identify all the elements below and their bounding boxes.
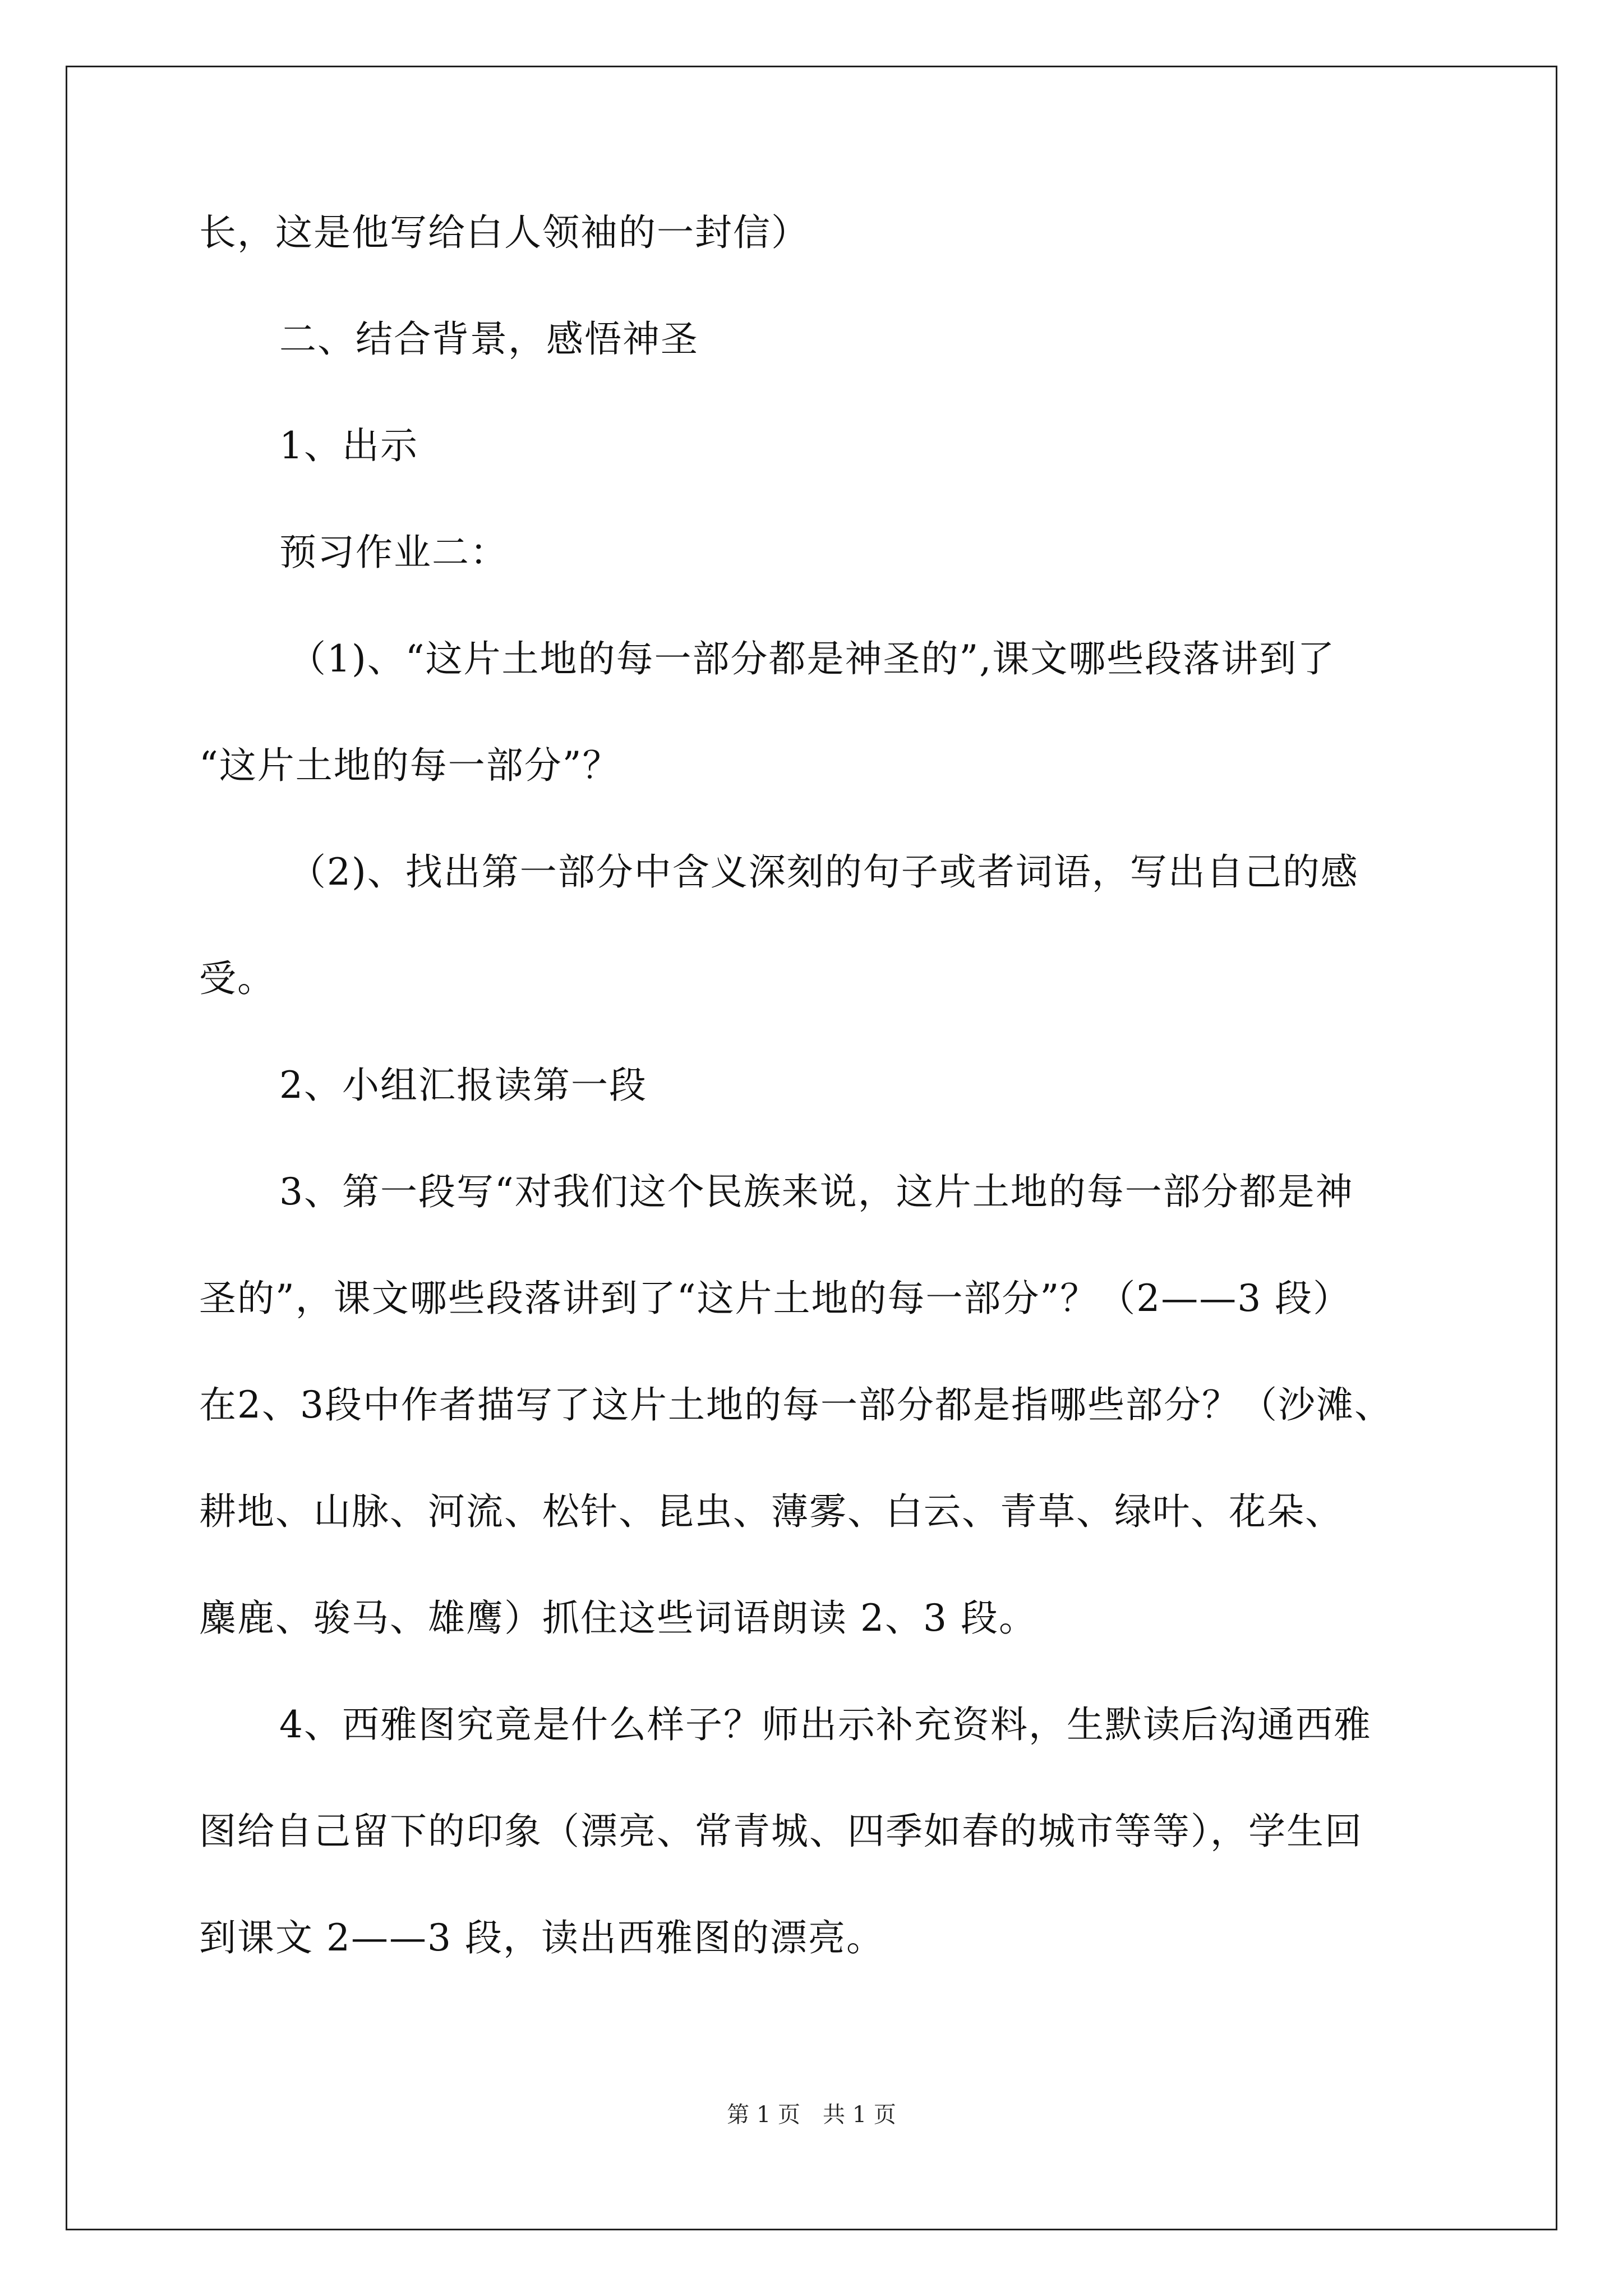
page-total: 共 1 页 <box>823 2102 896 2128</box>
text-line: 2、小组汇报读第一段 <box>279 1064 647 1107</box>
text-line: 圣的”，课文哪些段落讲到了“这片土地的每一部分”？（2——3 段） <box>199 1277 1352 1320</box>
text-line: 在2、3段中作者描写了这片土地的每一部分都是指哪些部分？（沙滩、 <box>199 1383 1393 1427</box>
text-line: 到课文 2——3 段，读出西雅图的漂亮。 <box>199 1916 884 1959</box>
text-line: 受。 <box>199 957 275 1000</box>
page-border <box>66 66 1557 2230</box>
text-line: 4、西雅图究竟是什么样子？师出示补充资料，生默读后沟通西雅 <box>279 1703 1372 1746</box>
page-footer <box>0 2101 1623 2129</box>
text-line: 麋鹿、骏马、雄鹰）抓住这些词语朗读 2、3 段。 <box>199 1596 1037 1640</box>
text-line: 3、第一段写“对我们这个民族来说，这片土地的每一部分都是神 <box>279 1170 1354 1213</box>
text-line: 耕地、山脉、河流、松针、昆虫、薄雾、白云、青草、绿叶、花朵、 <box>199 1490 1343 1533</box>
text-line: 1、出示 <box>279 424 418 467</box>
page-number: 第 1 页 <box>727 2102 800 2128</box>
text-line: 图给自己留下的印象（漂亮、常青城、四季如春的城市等等），学生回 <box>199 1810 1363 1853</box>
text-line: 长，这是他写给白人领袖的一封信） <box>199 211 809 254</box>
section-heading: 二、结合背景，感悟神圣 <box>279 318 699 361</box>
text-line: （1)、“这片土地的每一部分都是神圣的”,课文哪些段落讲到了 <box>289 637 1336 680</box>
text-line: 预习作业二： <box>279 531 508 574</box>
text-line: （2)、找出第一部分中含义深刻的句子或者词语，写出自己的感 <box>289 850 1359 894</box>
text-line: “这片土地的每一部分”？ <box>199 744 621 787</box>
